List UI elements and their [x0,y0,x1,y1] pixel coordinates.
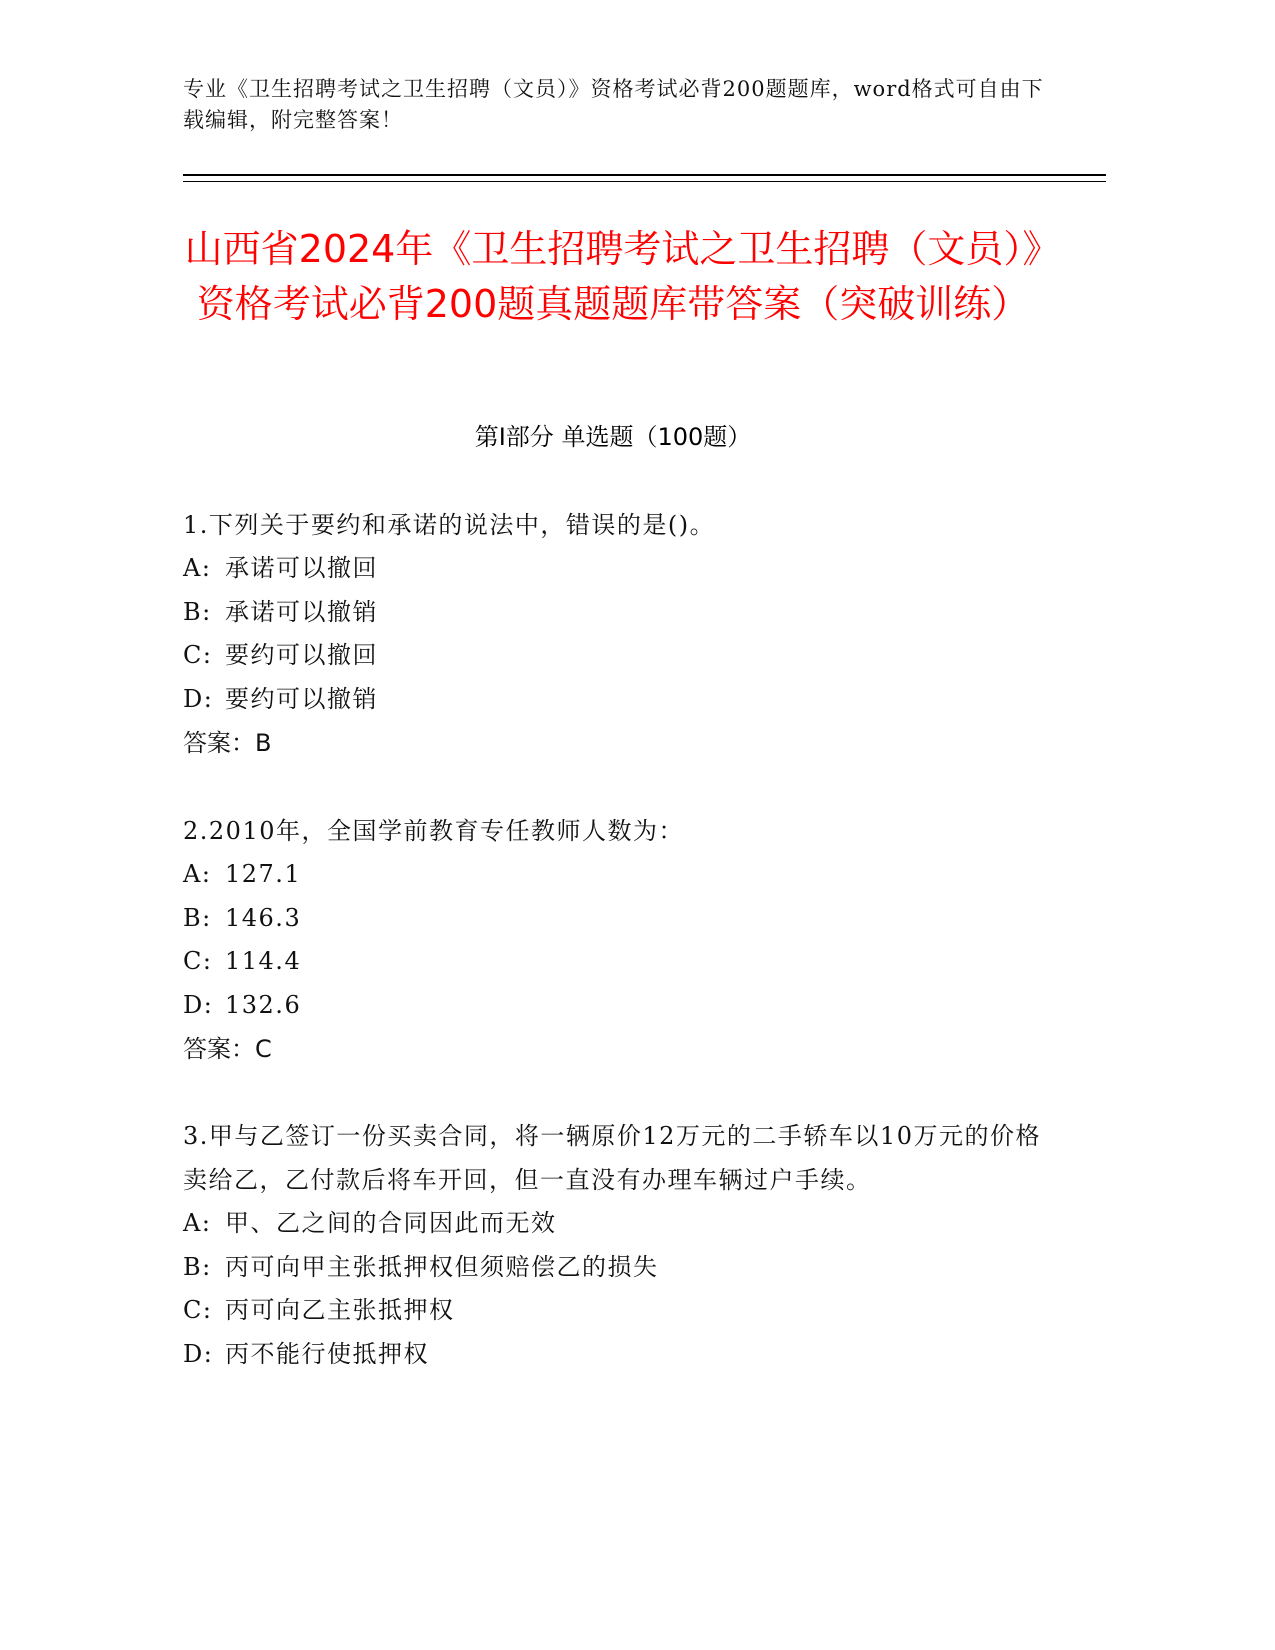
option-letter: C: [183,947,213,975]
question-answer: 答案：B [183,729,272,757]
option-text: 承诺可以撤回 [225,554,378,582]
question-1 [183,503,1043,765]
option-letter: A: [183,860,212,888]
section-title: 第I部分 单选题（100题） [474,423,752,451]
option-letter: A: [183,1209,212,1237]
option-text: 甲、乙之间的合同因此而无效 [225,1209,557,1237]
header-divider-thin [183,181,1106,182]
option-text: 146.3 [225,903,302,932]
option-text: 要约可以撤回 [225,641,378,669]
option-letter: C: [183,1296,213,1324]
option-text: 132.6 [225,990,302,1019]
question-option [183,1289,1043,1333]
option-text: 丙不能行使抵押权 [225,1339,429,1368]
header-divider-thick [183,174,1106,176]
question-answer: 答案：C [183,1035,272,1063]
option-letter: A: [183,554,212,582]
option-letter: B: [183,903,212,932]
question-option [183,547,1043,591]
option-letter: B: [183,1252,212,1281]
question-option [183,1246,1043,1290]
option-text: 丙可向甲主张抵押权但须赔偿乙的损失 [225,1252,659,1281]
option-letter: D: [183,1339,214,1368]
question-option [183,634,1043,678]
question-option [183,1333,1043,1377]
question-option [183,1202,1043,1246]
question-3 [183,1114,1043,1376]
option-text: 承诺可以撤销 [225,597,378,626]
option-letter: D: [183,990,214,1019]
option-text: 127.1 [225,860,302,888]
header-note: 专业《卫生招聘考试之卫生招聘（文员）》资格考试必背200题题库，word格式可自由下载编辑，附完整答案！ [183,77,1044,132]
question-option [183,853,1043,897]
option-letter: C: [183,641,213,669]
question-stem: 2.2010年，全国学前教育专任教师人数为： [183,817,684,845]
question-option [183,591,1043,635]
question-option [183,678,1043,722]
option-letter: B: [183,597,212,626]
question-stem: 1.下列关于要约和承诺的说法中，错误的是()。 [183,511,716,539]
question-option [183,940,1043,984]
document-title: 山西省2024年《卫生招聘考试之卫生招聘（文员）》资格考试必背200题真题题库带答案（突破训练） [184,227,1042,326]
question-option [183,984,1043,1028]
question-stem: 3.甲与乙签订一份买卖合同，将一辆原价12万元的二手轿车以10万元的价格卖给乙，乙付款后将车开回，但一直没有办理车辆过户手续。 [183,1122,1041,1194]
option-text: 丙可向乙主张抵押权 [225,1296,455,1324]
question-2 [183,809,1043,1071]
option-letter: D: [183,684,214,713]
option-text: 要约可以撤销 [225,684,378,713]
question-option [183,897,1043,941]
option-text: 114.4 [225,947,302,975]
